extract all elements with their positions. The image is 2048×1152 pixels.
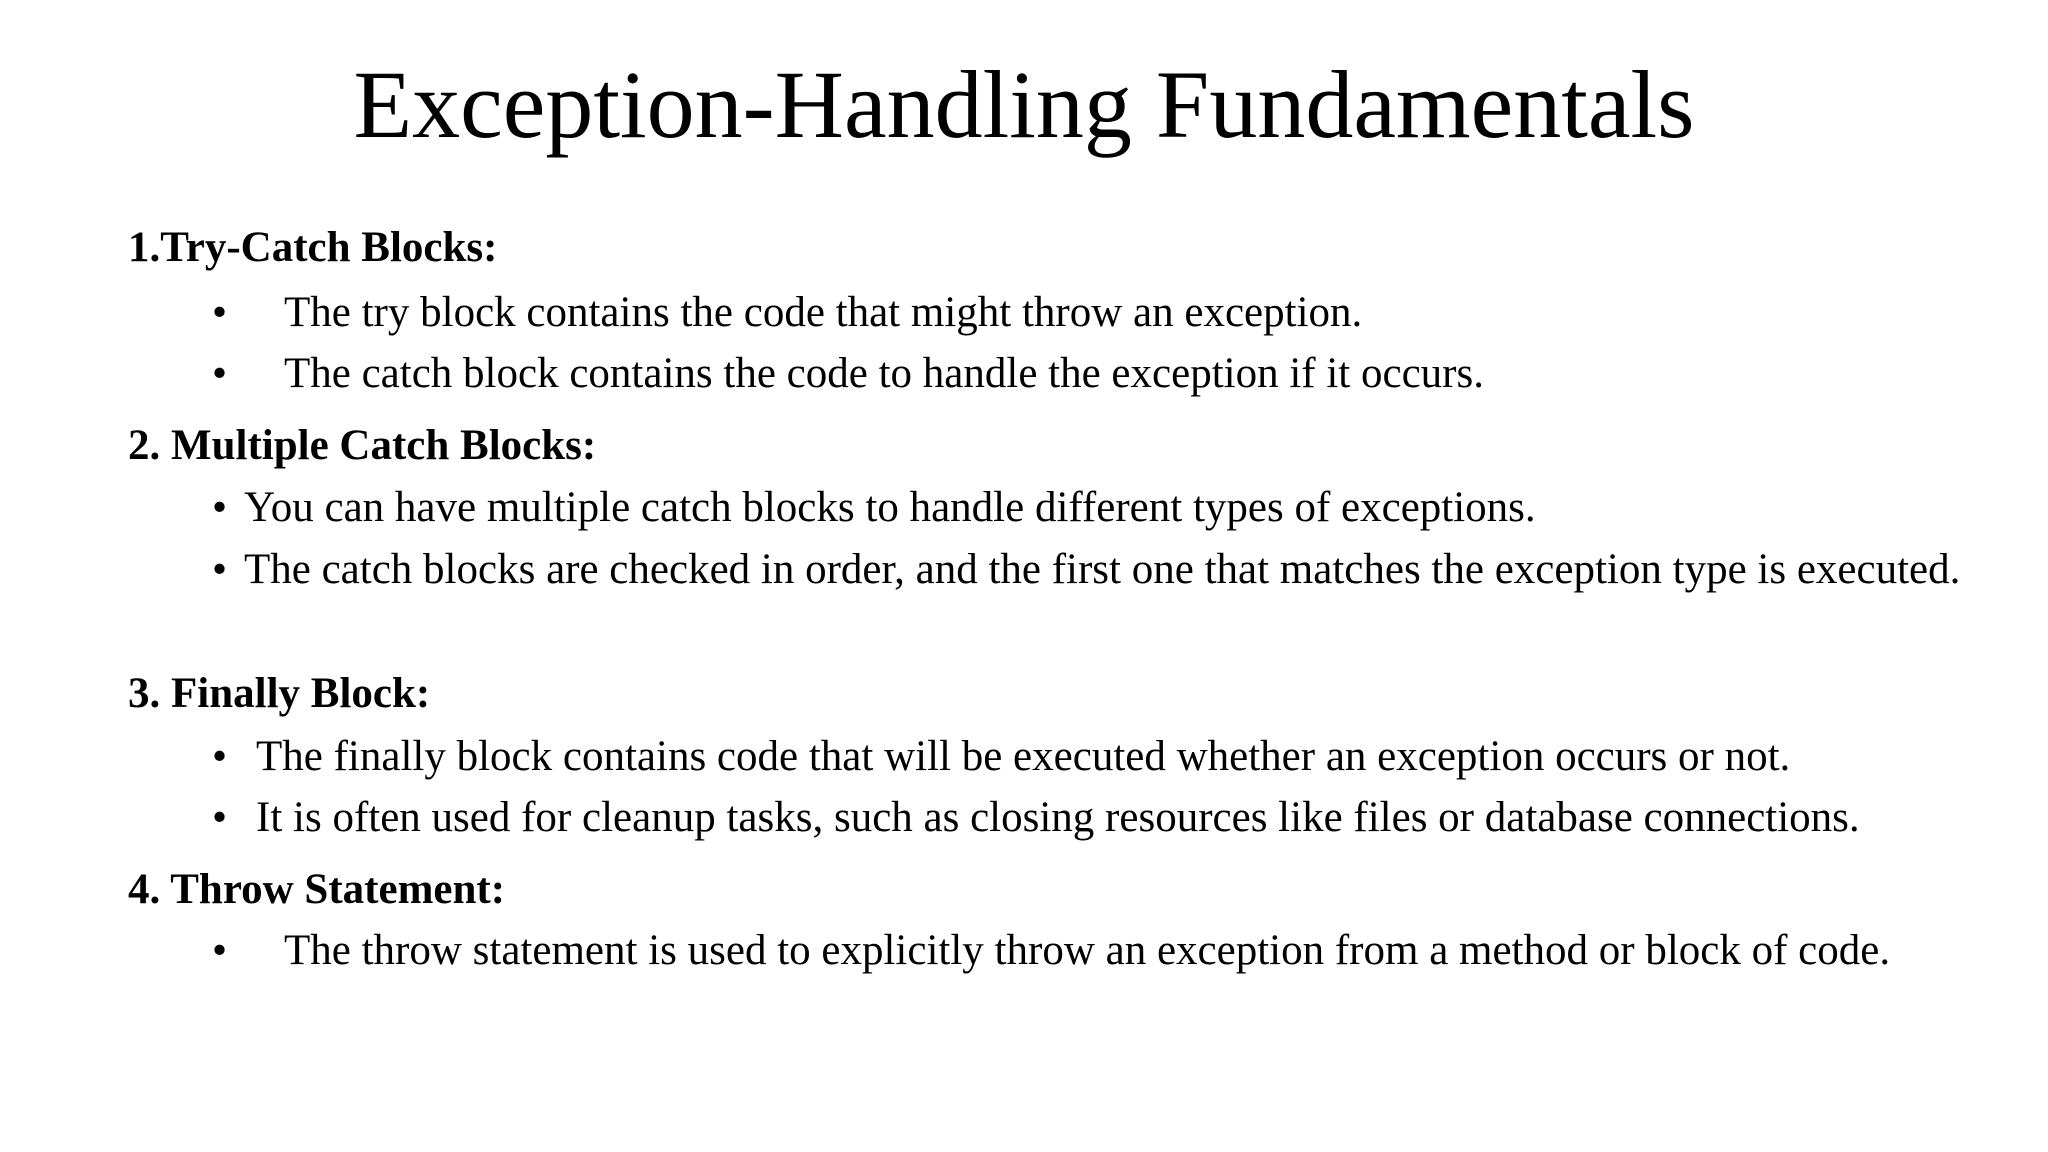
bullet-icon: • [212, 289, 228, 336]
section-heading-throw: 4. Throw Statement: [128, 866, 506, 913]
section-heading-finally: 3. Finally Block: [128, 670, 431, 717]
list-item [212, 544, 2028, 654]
bullet-icon: • [212, 927, 228, 974]
slide-title: Exception-Handling Fundamentals [353, 51, 1695, 158]
section-heading-try-catch: 1.Try-Catch Blocks: [128, 224, 498, 271]
bullet-icon: • [212, 733, 228, 780]
bullet-text: The catch block contains the code to handle the exception if it occurs. [284, 350, 1484, 397]
bullet-text: The finally block contains code that will be executed whether an exception occurs or not. [256, 733, 1791, 780]
bullet-icon: • [212, 484, 228, 531]
list-item [212, 925, 2028, 1035]
bullet-icon: • [212, 546, 228, 593]
bullet-text: It is often used for cleanup tasks, such as closing resources like files or database connections. [256, 794, 1860, 841]
bullet-text: You can have multiple catch blocks to handle different types of exceptions. [244, 484, 1536, 531]
bullet-text: The catch blocks are checked in order, and the first one that matches the exception type is executed. [244, 546, 1961, 593]
bullet-text: The try block contains the code that might throw an exception. [284, 289, 1363, 336]
bullet-icon: • [212, 350, 228, 397]
bullet-icon: • [212, 794, 228, 841]
bullet-text: The throw statement is used to explicitly throw an exception from a method or block of code. [284, 927, 1891, 974]
section-heading-multiple-catch: 2. Multiple Catch Blocks: [128, 422, 597, 469]
